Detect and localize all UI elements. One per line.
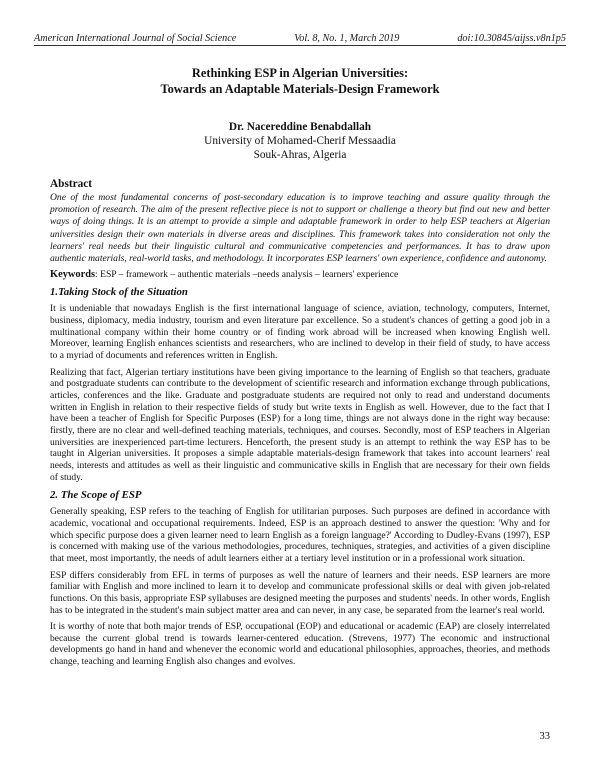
volume-issue: Vol. 8, No. 1, March 2019	[294, 33, 400, 44]
abstract-heading: Abstract	[50, 178, 93, 190]
section-2-paragraph-1: Generally speaking, ESP refers to the teaching of English for utilitarian purposes. Such purposes are defined in accordance with academic, vocational and occupational requirements. Indeed, ESP is an approach destined to answer the question: 'Why and for which specific purpose does a given learner need to learn English as a foreign language?' According to Dudley-Evans (1997), ESP is concerned with making use of the various methodologies, procedures, techniques, strategies, and activities of a given discipline that meet, most importantly, the needs of adult learners either at a tertiary level institution or in a professional work situation.	[50, 507, 550, 564]
page-number: 33	[539, 731, 550, 742]
author-name: Dr. Nacereddine Benabdallah	[228, 121, 372, 133]
keywords-text: : ESP – framework – authentic materials –needs analysis – learners' experience	[95, 269, 399, 281]
section-heading-1: 1.Taking Stock of the Situation	[50, 286, 188, 299]
section-heading-2: 2. The Scope of ESP	[50, 489, 142, 502]
section-2-paragraph-3: It is worthy of note that both major trends of ESP, occupational (EOP) and educational or academic (EAP) are closely interrelated because the current global trend is towards learner-centered education. (Strevens, 1977) The economic and instructional developments go hand in hand and whenever the economic world and educational philosophies, approaches, theories, and methods change, teaching and learning English also changes and evolves.	[50, 622, 550, 668]
section-1-paragraph-2: Realizing that fact, Algerian tertiary institutions have been giving importance to the learning of English so that teachers, graduate and postgraduate students can contribute to the development of scientific research and information exchange through publications, articles, conferences and the like. Graduate and postgraduate students are required not only to read and understand documents written in English in relation to their respective fields of study but write texts in English as well. However, due to the fact that I have been a teacher of English for Specific Purposes (ESP) for a long time, things are not always done in the right way because: firstly, there are no clear and well-defined teaching materials, techniques, and courses. Secondly, most of ESP teachers in Algerian universities are inexperienced part-time lecturers. Henceforth, the present study is an attempt to rethink the way ESP has to be taught in Algerian universities. It proposes a simple adaptable materials-design framework that takes into account learners' real needs, interests and attitudes as well as their linguistic and communicative skills in English that are necessary for their own fields of study.	[50, 367, 550, 483]
keywords-line	[50, 269, 550, 281]
author-location: Souk-Ahras, Algeria	[253, 149, 347, 161]
running-header	[34, 33, 566, 46]
title-line-1: Rethinking ESP in Algerian Universities:	[191, 66, 409, 80]
abstract-text: One of the most fundamental concerns of post-secondary education is to improve teaching and assure quality through the promotion of research. The aim of the present reflective piece is not to support or challenge a theory but find out new and better ways of doing things. It is an attempt to provide a simple and adaptable framework in order to help ESP teachers at Algerian universities design their own materials in diverse areas and disciplines. This framework takes into consideration not only the learners' real needs but their linguistic cultural and communicative competencies and performances. It has to draw upon authentic materials, real-world tasks, and methodology. It incorporates ESP learners' own experience, confidence and autonomy.	[50, 192, 550, 265]
section-2-paragraph-2: ESP differs considerably from EFL in terms of purposes as well the nature of learners and their needs. ESP learners are more familiar with English and more inclined to learn it to develop and communicate professional skills or deal with given job-related functions. On this basis, appropriate ESP syllabuses are designed meeting the purposes and students' needs. In other words, English has to be integrated in the student's main subject matter area and can never, in any case, be separated from the learner's real world.	[50, 570, 550, 616]
section-1-paragraph-1: It is undeniable that nowadays English is the first international language of science, aviation, technology, computers, Internet, business, diplomacy, media industry, tourism and even literature par excellence. So a student's chances of getting a good job in a multinational company within their home country or of finding work abroad will be increased when knowing English well. Moreover, learning English enhances scientists and researchers, who are inclined to develop in their field of study, to have access to a myriad of documents and references written in English.	[50, 304, 550, 362]
title-line-2: Towards an Adaptable Materials-Design Framework	[160, 81, 440, 96]
article-body	[50, 66, 550, 669]
keywords-label: Keywords	[50, 269, 96, 281]
doi-link[interactable]: doi:10.30845/aijss.v8n1p5	[457, 33, 566, 44]
journal-name: American International Journal of Social Science	[34, 33, 237, 44]
paper-title	[50, 66, 550, 97]
author-affiliation: University of Mohamed-Cherif Messaadia	[204, 135, 396, 147]
